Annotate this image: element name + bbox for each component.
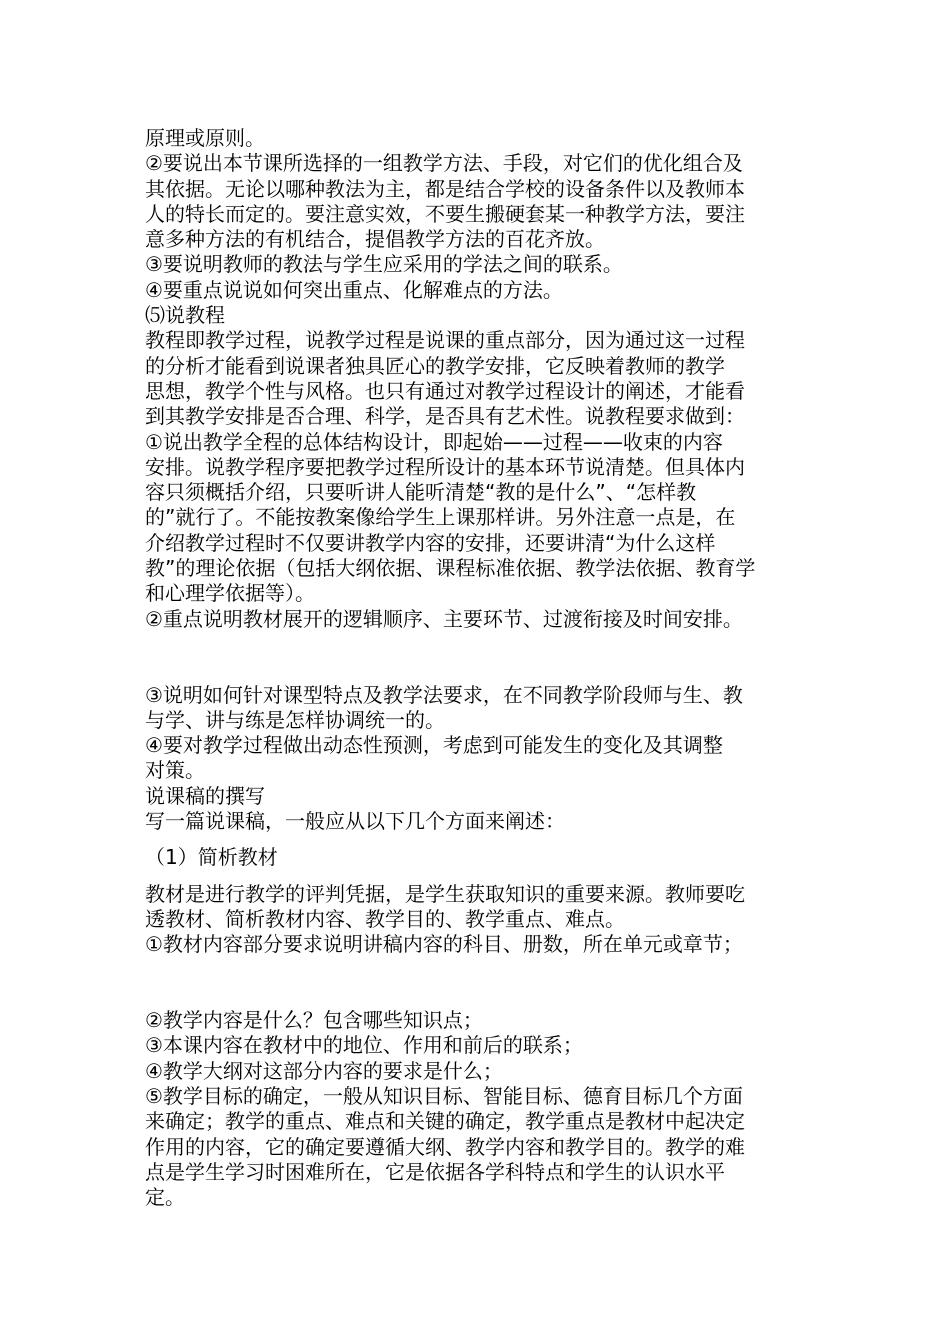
text-line: 介绍教学过程时不仅要讲教学内容的安排，还要讲清“为什么这样 (145, 530, 716, 555)
text-line: 透教材、简析教材内容、教学目的、教学重点、难点。 (145, 906, 625, 931)
text-line: 教”的理论依据（包括大纲依据、课程标准依据、教学法依据、教育学 (145, 556, 756, 581)
text-line: 原理或原则。 (145, 126, 265, 150)
text-line: 其依据。无论以哪种教法为主，都是结合学校的设备条件以及教师本 (145, 176, 745, 201)
text-line: ⑤教学目标的确定，一般从知识目标、智能目标、德育目标几个方面 (145, 1083, 743, 1108)
text-line: ④教学大纲对这部分内容的要求是什么； (145, 1058, 503, 1083)
text-line: ②重点说明教材展开的逻辑顺序、主要环节、过渡衔接及时间安排。 (145, 606, 743, 631)
text-line: ④要对教学过程做出动态性预测，考虑到可能发生的变化及其调整 (145, 733, 723, 758)
text-line: 点是学生学习时困难所在，它是依据各学科特点和学生的认识水平 (145, 1159, 725, 1184)
text-line: 来确定；教学的重点、难点和关键的确定，教学重点是教材中起决定 (145, 1109, 745, 1134)
text-line: 写一篇说课稿，一般应从以下几个方面来阐述： (145, 809, 565, 834)
spacer (145, 983, 805, 1008)
text-line: ⑸说教程 (145, 303, 225, 328)
text-line: 人的特长而定的。要注意实效，不要生搬硬套某一种教学方法，要注 (145, 201, 745, 226)
text-line: ①教材内容部分要求说明讲稿内容的科目、册数，所在单元或章节； (145, 932, 743, 957)
text-line: 对策。 (145, 758, 205, 783)
text-line: 的分析才能看到说课者独具匠心的教学安排，它反映着教师的教学 (145, 353, 725, 378)
text-line: ③说明如何针对课型特点及教学法要求，在不同教学阶段师与生、教 (145, 682, 743, 707)
text-line: 思想，教学个性与风格。也只有通过对教学过程设计的阐述，才能看 (145, 378, 745, 403)
text-line: 到其教学安排是否合理、科学，是否具有艺术性。说教程要求做到： (145, 404, 745, 429)
text-line: 教程即教学过程，说教学过程是说课的重点部分，因为通过这一过程 (145, 328, 745, 353)
text-line: 作用的内容，它的确定要遵循大纲、教学内容和教学目的。教学的难 (145, 1134, 745, 1159)
document-page (145, 126, 805, 1210)
text-line: ①说出教学全程的总体结构设计，即起始——过程——收束的内容 (145, 429, 723, 454)
text-line: 安排。说教学程序要把教学过程所设计的基本环节说清楚。但具体内 (145, 454, 745, 479)
spacer (145, 871, 805, 882)
text-line: 容只须概括介绍，只要听讲人能听清楚“教的是什么”、“怎样教 (145, 480, 697, 505)
text-line: 的”就行了。不能按教案像给学生上课那样讲。另外注意一点是，在 (145, 505, 736, 530)
text-line: ③本课内容在教材中的地位、作用和前后的联系； (145, 1033, 583, 1058)
text-line: 教材是进行教学的评判凭据，是学生获取知识的重要来源。教师要吃 (145, 881, 745, 906)
text-line: 与学、讲与练是怎样协调统一的。 (145, 707, 445, 732)
spacer (145, 657, 805, 682)
text-line: ②教学内容是什么？包含哪些知识点； (145, 1008, 483, 1033)
text-line: 意多种方法的有机结合，提倡教学方法的百花齐放。 (145, 227, 605, 252)
spacer (145, 834, 805, 845)
text-line: ④要重点说说如何突出重点、化解难点的方法。 (145, 277, 563, 302)
text-line: ②要说出本节课所选择的一组教学方法、手段，对它们的优化组合及 (145, 151, 743, 176)
text-line: 说课稿的撰写 (145, 783, 265, 808)
spacer (145, 632, 805, 657)
text-line: ③要说明教师的教法与学生应采用的学法之间的联系。 (145, 252, 623, 277)
text-line: （1）简析教材 (145, 845, 278, 870)
text-line: 和心理学依据等）。 (145, 581, 315, 606)
spacer (145, 958, 805, 983)
text-line: 定。 (145, 1185, 185, 1210)
